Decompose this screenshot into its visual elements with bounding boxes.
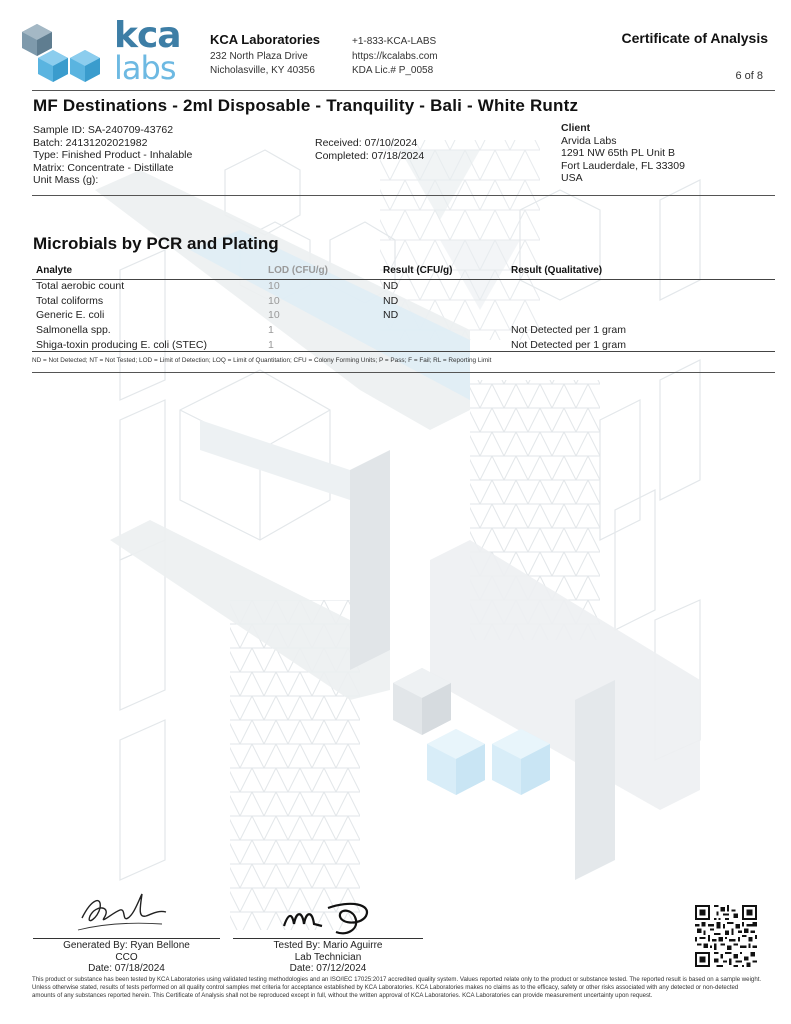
sample-info	[33, 124, 192, 187]
col-header-analyte: Analyte	[36, 265, 73, 276]
client-street: 1291 NW 65th PL Unit B	[561, 147, 676, 159]
product-title: MF Destinations - 2ml Disposable - Tranquility - Bali - White Runtz	[33, 96, 579, 115]
tested-by-name: Tested By: Mario Aguirre	[273, 940, 383, 951]
sample-type: Type: Finished Product - Inhalable	[33, 149, 193, 161]
header-divider	[32, 90, 775, 91]
cell-qualitative: Not Detected per 1 gram	[511, 338, 626, 351]
document-title: Certificate of Analysis	[621, 30, 768, 46]
signature-mario-aguirre	[276, 896, 386, 938]
cell-lod: 10	[268, 294, 280, 307]
cell-analyte: Shiga-toxin producing E. coli (STEC)	[36, 338, 207, 351]
cell-lod: 10	[268, 280, 280, 292]
col-header-qualitative: Result (Qualitative)	[511, 265, 603, 276]
cell-result: ND	[383, 309, 399, 322]
cell-lod: 1	[268, 324, 274, 337]
table-bottom-rule	[32, 351, 775, 352]
section-title: Microbials by PCR and Plating	[33, 234, 279, 253]
client-info	[561, 122, 685, 185]
client-heading: Client	[561, 122, 591, 134]
signature-line-tested	[233, 938, 423, 939]
table-row	[32, 308, 775, 323]
cell-analyte: Salmonella spp.	[36, 324, 111, 337]
table-row	[32, 294, 775, 309]
tested-by-role: Lab Technician	[294, 951, 362, 963]
col-header-result: Result (CFU/g)	[383, 265, 453, 276]
signature-ryan-bellone	[72, 888, 172, 936]
address-line-2: Nicholasville, KY 40356	[210, 65, 315, 76]
generated-by-block	[33, 940, 220, 975]
cell-result: ND	[383, 280, 399, 292]
phone-number: +1-833-KCA-LABS	[352, 36, 437, 47]
sample-matrix: Matrix: Concentrate - Distillate	[33, 161, 174, 174]
address-line-1: 232 North Plaza Drive	[210, 51, 308, 62]
client-city: Fort Lauderdale, FL 33309	[561, 159, 685, 172]
logo-kca-text: kca	[114, 15, 181, 56]
batch-number: Batch: 24131202021982	[33, 136, 148, 149]
section-divider	[32, 372, 775, 373]
table-legend: ND = Not Detected; NT = Not Tested; LOD = Limit of Detection; LOQ = Limit of Quantitation; CFU = Colony Forming Units; P = Pass; F = Fail; RL = Reporting Limit	[32, 357, 492, 364]
license-number: KDA Lic.# P_0058	[352, 65, 434, 76]
table-row	[32, 323, 775, 338]
client-name: Arvida Labs	[561, 134, 617, 147]
received-date: Received: 07/10/2024	[315, 137, 418, 149]
logo-cubes-icon	[18, 18, 106, 84]
kca-logo	[18, 15, 193, 88]
table-row	[32, 279, 775, 294]
meta-divider	[32, 195, 775, 196]
cell-result: ND	[383, 294, 399, 307]
cell-analyte: Total aerobic count	[36, 280, 125, 292]
qr-code-icon[interactable]	[695, 905, 757, 967]
client-country: USA	[561, 172, 583, 184]
unit-mass: Unit Mass (g):	[33, 174, 99, 186]
signature-line-generated	[33, 938, 220, 939]
company-name: KCA Laboratories	[210, 32, 321, 47]
tested-by-block	[233, 940, 423, 975]
cell-analyte: Total coliforms	[36, 294, 104, 307]
disclaimer-text: This product or substance has been tested by KCA Laboratories using validated testing methodologies and an ISO/IEC 17025:2017 accredited quality system. Values reported relate only to the product or substance tested. The reported result is based on a sample weight. Unless otherwise stated, results of tests performed on all quality control samples met criteria for acceptance established by KCA Laboratories. KCA Laboratories makes no claims as to the efficacy, safety or other risks associated with any detected or non-detected amounts of any substances reported herein. This Certificate of Analysis shall not be reproduced except in full, without the written approval of KCA Laboratories. KCA Laboratories can provide measurement uncertainty upon request.	[32, 976, 762, 999]
col-header-lod: LOD (CFU/g)	[268, 265, 328, 276]
generated-by-name: Generated By: Ryan Bellone	[63, 940, 190, 951]
logo-labs-text: labs	[114, 49, 176, 87]
page-indicator: 6 of 8	[735, 70, 763, 82]
tested-by-date: Date: 07/12/2024	[289, 963, 367, 974]
cell-qualitative: Not Detected per 1 gram	[511, 324, 626, 337]
cell-lod: 1	[268, 338, 274, 351]
generated-by-date: Date: 07/18/2024	[88, 963, 165, 974]
cell-lod: 10	[268, 309, 280, 322]
generated-by-role: CCO	[115, 951, 138, 963]
dates-info	[315, 137, 424, 162]
completed-date: Completed: 07/18/2024	[315, 149, 425, 162]
website-link[interactable]: https://kcalabs.com	[352, 51, 438, 62]
sample-id: Sample ID: SA-240709-43762	[33, 124, 174, 136]
cell-analyte: Generic E. coli	[36, 309, 105, 322]
